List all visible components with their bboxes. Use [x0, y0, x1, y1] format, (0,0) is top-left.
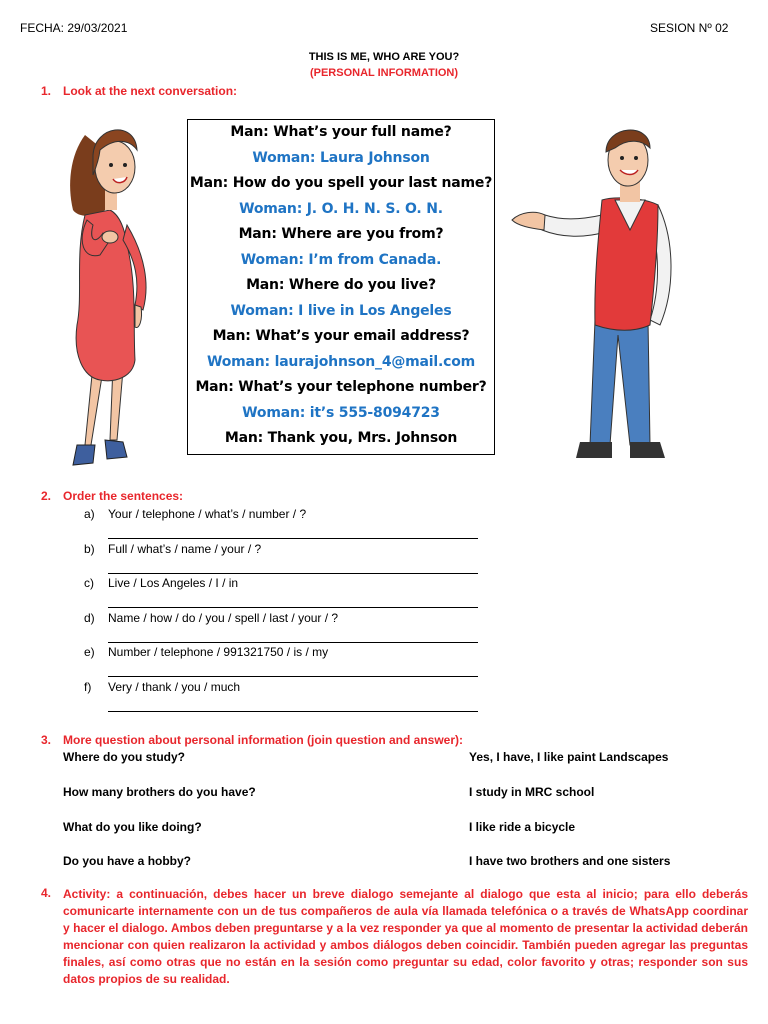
dialogue-line-woman: Woman: J. O. H. N. S. O. N.	[239, 200, 443, 217]
answer-item: I like ride a bicycle	[469, 820, 576, 834]
section2-title: Order the sentences:	[63, 489, 184, 503]
answer-blank-line[interactable]	[108, 573, 478, 574]
question-item: How many brothers do you have?	[63, 785, 256, 799]
order-item-text: Live / Los Angeles / I / in	[108, 576, 239, 591]
dialogue-line-woman: Woman: laurajohnson_4@mail.com	[206, 353, 476, 370]
activity-text: Activity: a continuación, debes hacer un breve dialogo semejante al dialogo que esta al inicio; para ello deberás comunicarte internamente con un de tus compañeros de aula vía llamada telefónica o a través de WhatsApp coordinar y hacer el dialogo. Ambos deben preguntarse y a la vez responder ya que al momento de presentar la actividad deberán mencionar con quien realizaron la actividad y ambos diálogos deben coincidir. También pueden agregar las preguntas finales, así como otras que no están en la sesión como preguntar su edad, color favorito y otras; responder son sus datos propios de su realidad.	[63, 887, 748, 986]
order-item-letter: e)	[84, 645, 95, 660]
order-item-letter: c)	[84, 576, 94, 591]
order-item	[84, 576, 504, 606]
section3-heading	[41, 733, 463, 747]
section2-number: 2.	[41, 489, 52, 503]
date-label: FECHA: 29/03/2021	[20, 21, 128, 35]
dialogue-line-man: Man: What’s your email address?	[212, 328, 470, 344]
question-item: Do you have a hobby?	[63, 854, 192, 868]
question-item: What do you like doing?	[63, 820, 202, 834]
dialogue-line-woman: Woman: it’s 555-8094723	[242, 404, 440, 421]
answer-blank-line[interactable]	[108, 607, 478, 608]
answer-blank-line[interactable]	[108, 676, 478, 677]
dialogue-line-man: Man: Where are you from?	[238, 226, 444, 242]
dialogue-line-man: Man: How do you spell your last name?	[189, 175, 493, 191]
order-item-text: Number / telephone / 991321750 / is / my	[108, 645, 329, 660]
answer-blank-line[interactable]	[108, 642, 478, 643]
dialogue-box	[187, 119, 495, 455]
page-subtitle: (PERSONAL INFORMATION)	[309, 67, 459, 79]
section1-number: 1.	[41, 84, 52, 98]
order-item	[84, 507, 504, 537]
order-item-letter: b)	[84, 541, 95, 556]
question-item: Where do you study?	[63, 750, 186, 764]
order-item-text: Very / thank / you / much	[108, 680, 241, 694]
dialogue-line-man: Man: What’s your full name?	[230, 124, 452, 140]
answer-blank-line[interactable]	[108, 711, 478, 712]
dialogue-line-man: Man: Where do you live?	[246, 277, 436, 293]
order-item	[84, 542, 504, 572]
order-item-text: Your / telephone / what’s / number / ?	[108, 507, 307, 521]
order-item-letter: f)	[84, 680, 92, 694]
dialogue-line-woman: Woman: I live in Los Angeles	[230, 302, 452, 319]
order-item	[84, 645, 504, 675]
session-label: SESION Nº 02	[650, 21, 729, 35]
answer-item: I study in MRC school	[469, 785, 595, 799]
order-item-letter: a)	[84, 507, 95, 521]
order-item-text: Full / what’s / name / your / ?	[108, 541, 262, 556]
section3-number: 3.	[41, 733, 52, 747]
page-title: THIS IS ME, WHO ARE YOU?	[308, 51, 460, 63]
man-illustration	[510, 120, 680, 465]
answer-item: Yes, I have, I like paint Landscapes	[469, 750, 669, 764]
order-item	[84, 611, 504, 641]
dialogue-line-man: Man: Thank you, Mrs. Johnson	[224, 430, 458, 446]
section1-title: Look at the next conversation:	[63, 84, 238, 98]
dialogue-line-woman: Woman: I’m from Canada.	[240, 251, 442, 268]
answer-blank-line[interactable]	[108, 538, 478, 539]
section1-heading	[41, 84, 237, 98]
dialogue-line-man: Man: What’s your telephone number?	[195, 379, 487, 395]
answer-item: I have two brothers and one sisters	[469, 854, 671, 868]
order-item	[84, 680, 504, 710]
section4-number: 4.	[41, 886, 52, 900]
section2-heading	[41, 489, 183, 503]
order-item-text: Name / how / do / you / spell / last / your / ?	[108, 610, 339, 625]
woman-illustration	[55, 115, 165, 470]
section3-title: More question about personal information (join question and answer):	[63, 733, 464, 747]
dialogue-line-woman: Woman: Laura Johnson	[252, 149, 430, 166]
order-item-letter: d)	[84, 610, 95, 625]
